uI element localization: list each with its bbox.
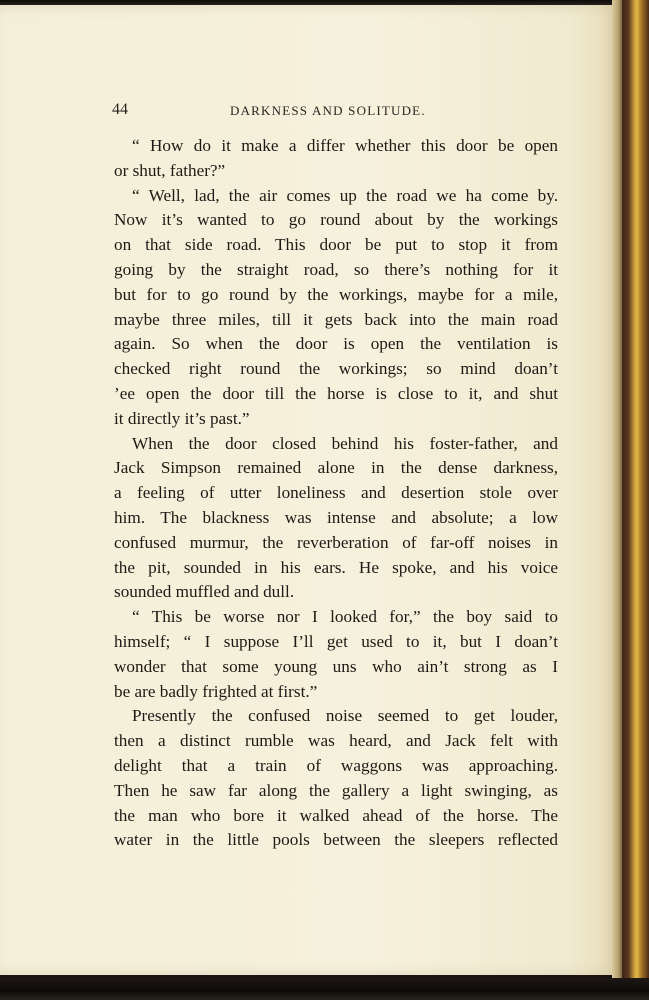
text-line: ’ee open the door till the horse is close to it, and shut xyxy=(114,383,558,403)
text-line: sounded muffled and dull. xyxy=(114,582,295,602)
text-line: himself; “ I suppose I’ll get used to it, but I doan’t xyxy=(114,631,558,651)
body-text xyxy=(114,134,558,853)
text-line: maybe three miles, till it gets back into the main road xyxy=(114,309,558,329)
text-line: be are badly frighted at first.” xyxy=(114,681,318,701)
text-line: again. So when the door is open the ventilation is xyxy=(114,334,558,354)
text-line: wonder that some young uns who ain’t strong as I xyxy=(114,656,558,676)
text-line: Then he saw far along the gallery a light swinging, as xyxy=(114,780,558,800)
text-line: confused murmur, the reverberation of far-off noises in xyxy=(114,532,558,552)
text-line: going by the straight road, so there’s nothing for it xyxy=(114,259,558,279)
text-line: on that side road. This door be put to stop it from xyxy=(114,235,558,255)
text-line: a feeling of utter loneliness and desertion stole over xyxy=(114,483,558,503)
text-line: but for to go round by the workings, maybe for a mile, xyxy=(114,284,558,304)
text-line: the man who bore it walked ahead of the horse. The xyxy=(114,805,558,825)
book-cover-bottom-edge xyxy=(0,978,649,1000)
text-line: When the door closed behind his foster-father, and xyxy=(132,433,558,453)
text-line: water in the little pools between the sleepers reflected xyxy=(114,830,558,850)
text-line: Presently the confused noise seemed to get louder, xyxy=(132,706,558,726)
text-line: delight that a train of waggons was approaching. xyxy=(114,755,558,775)
text-line: Now it’s wanted to go round about by the workings xyxy=(114,210,558,230)
text-line: or shut, father?” xyxy=(114,160,226,180)
text-line: “ This be worse nor I looked for,” the boy said to xyxy=(132,607,558,627)
text-line: then a distinct rumble was heard, and Jack felt with xyxy=(114,731,558,751)
book-cover-spine-edge xyxy=(622,0,649,1000)
text-line: Jack Simpson remained alone in the dense darkness, xyxy=(114,458,558,478)
text-line: him. The blackness was intense and absolute; a low xyxy=(114,507,558,527)
running-title: DARKNESS AND SOLITUDE. xyxy=(230,103,426,118)
text-line: checked right round the workings; so mind doan’t xyxy=(114,359,558,379)
page-number: 44 xyxy=(112,101,128,118)
running-head xyxy=(112,101,558,121)
page-fore-edge xyxy=(612,0,622,985)
text-line: “ How do it make a differ whether this door be open xyxy=(132,136,558,155)
text-line: the pit, sounded in his ears. He spoke, and his voice xyxy=(114,557,558,577)
text-line: “ Well, lad, the air comes up the road we ha come by. xyxy=(132,185,558,205)
text-line: it directly it’s past.” xyxy=(114,408,250,428)
